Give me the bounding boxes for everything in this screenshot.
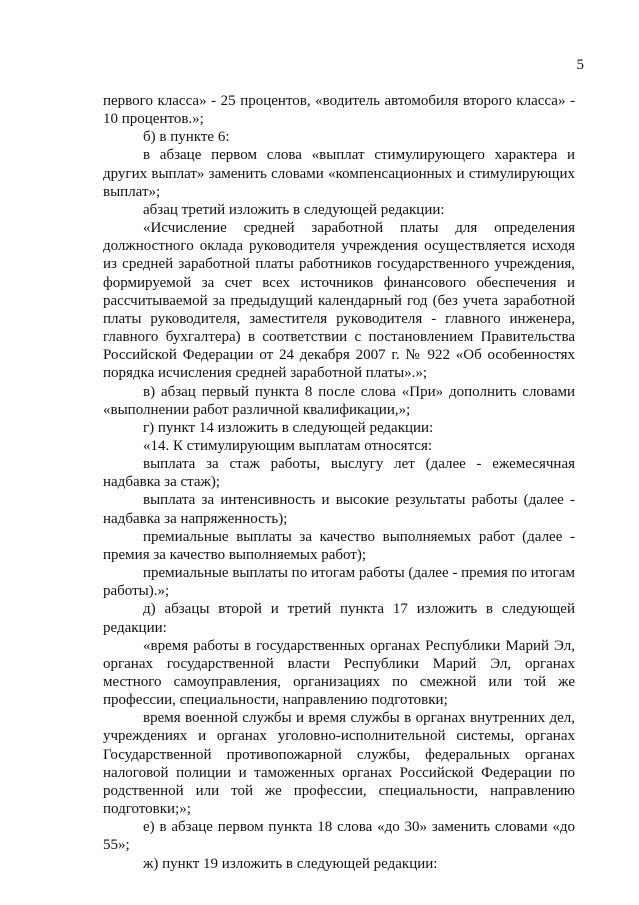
- paragraph: «Исчисление средней заработной платы для определения должностного оклада руководителя учреждения осуществляется исходя из средней заработной платы работников государственного учреждения, формируемой за счет всех источников финансового обеспечения и рассчитываемой за предыдущий календарный год (без учета заработной платы руководителя, заместителя руководителя - главного инженера, главного бухгалтера) в соответствии с постановлением Правительства Российской Федерации от 24 декабря 2007 г. № 922 «Об особенностях порядка исчисления средней заработной платы».»;: [103, 220, 575, 382]
- paragraph: абзац третий изложить в следующей редакции:: [143, 201, 445, 218]
- paragraph: д) абзацы второй и третий пункта 17 изложить в следующей редакции:: [103, 601, 575, 636]
- paragraph: б) в пункте 6:: [143, 129, 230, 146]
- paragraph: первого класса» - 25 процентов, «водитель автомобиля второго класса» - 10 процентов.»;: [103, 93, 575, 128]
- page-number: 5: [576, 57, 584, 73]
- paragraph: премиальные выплаты за качество выполняемых работ (далее - премия за качество выполняемых работ);: [103, 528, 575, 563]
- paragraph: ж) пункт 19 изложить в следующей редакции:: [143, 855, 438, 872]
- paragraph: е) в абзаце первом пункта 18 слова «до 30» заменить словами «до 55»;: [103, 819, 575, 854]
- paragraph: премиальные выплаты по итогам работы (далее - премия по итогам работы).»;: [103, 565, 575, 600]
- paragraph: выплата за стаж работы, выслугу лет (далее - ежемесячная надбавка за стаж);: [103, 456, 575, 491]
- paragraph: «время работы в государственных органах Республики Марий Эл, органах государственной власти Республики Марий Эл, органах местного самоуправления, организациях по смежной или той же профессии, специальности, направлению подготовки;: [103, 637, 575, 709]
- paragraph: в абзаце первом слова «выплат стимулирующего характера и других выплат» заменить словами «компенсационных и стимулирующих выплат»;: [103, 147, 575, 200]
- paragraph: выплата за интенсивность и высокие результаты работы (далее - надбавка за напряженность);: [103, 492, 575, 527]
- paragraph: «14. К стимулирующим выплатам относятся:: [143, 437, 433, 454]
- paragraph: время военной службы и время службы в органах внутренних дел, учреждениях и органах уголовно-исполнительной системы, органах Государственной противопожарной службы, федеральных органах налоговой полиции и таможенных органах Российской Федерации по родственной или той же профессии, специальности, направлению подготовки;»;: [103, 710, 575, 818]
- paragraph: г) пункт 14 изложить в следующей редакции:: [143, 419, 434, 436]
- document-body: [103, 92, 575, 873]
- paragraph: в) абзац первый пункта 8 после слова «При» дополнить словами «выполнении работ различной квалификации,»;: [103, 383, 575, 418]
